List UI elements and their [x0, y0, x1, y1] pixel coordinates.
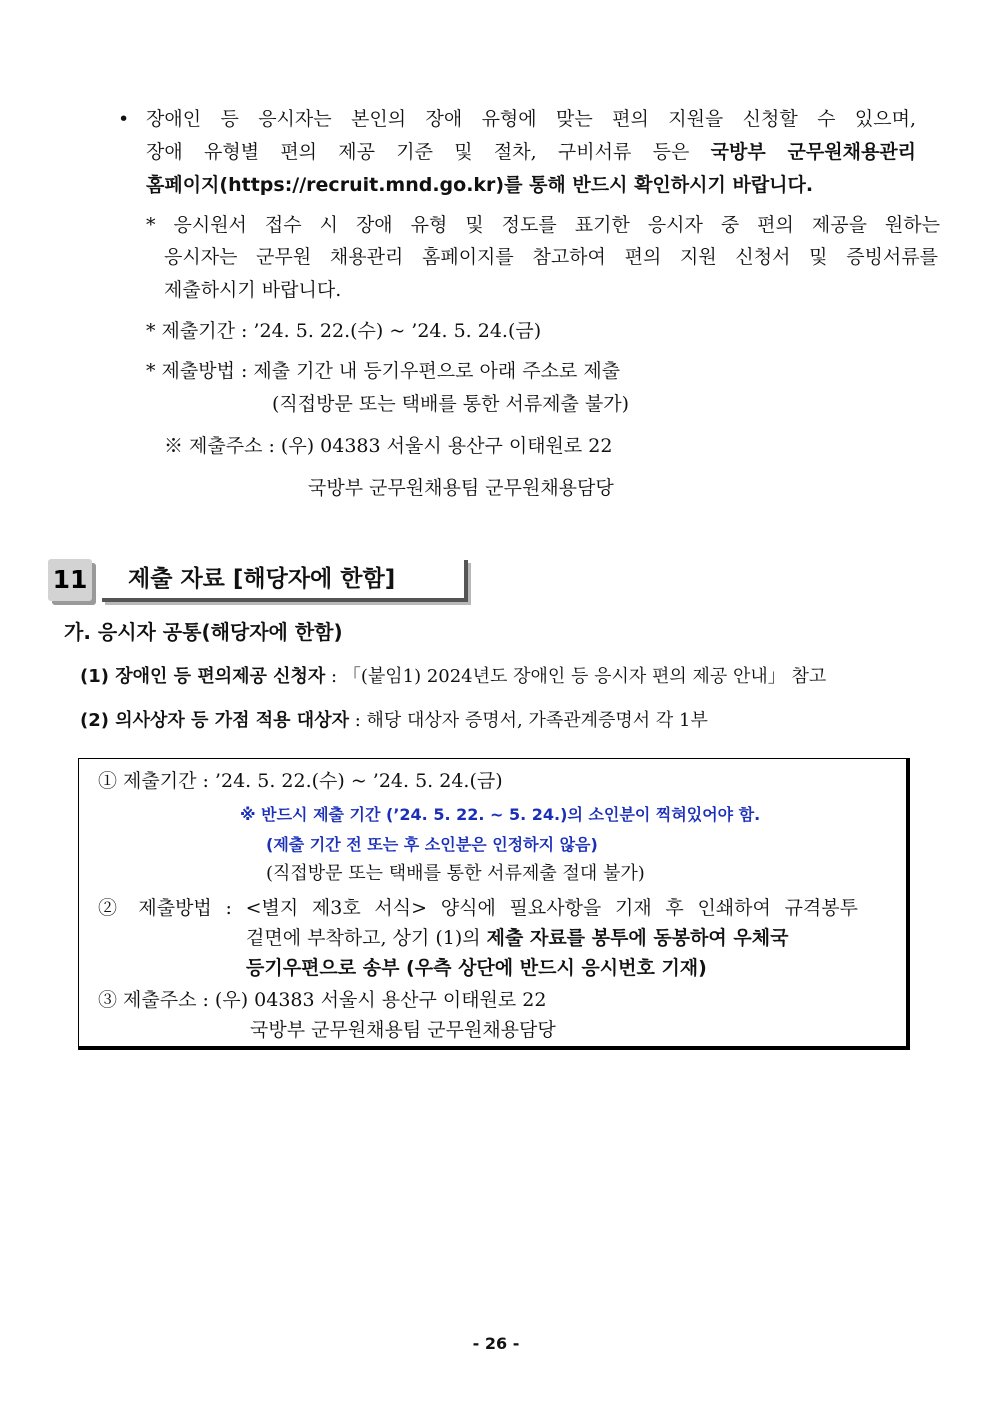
- box-address-line-2: 국방부 군무원채용팀 군무원채용담당: [250, 1019, 556, 1041]
- note-line-1: * 응시원서 접수 시 장애 유형 및 정도를 표기한 응시자 중 편의 제공을 원하는: [146, 214, 940, 236]
- item-1-label: (1) 장애인 등 편의제공 신청자: [80, 666, 326, 687]
- box-no-visit: (직접방문 또는 택배를 통한 서류제출 절대 불가): [266, 863, 645, 884]
- subsection-item-2: [80, 708, 708, 734]
- intro-address-line-2: 국방부 군무원채용팀 군무원채용담당: [308, 477, 614, 499]
- intro-line-2-bold: 국방부 군무원채용관리: [710, 141, 917, 163]
- box-method-line-2-bold: 제출 자료를 봉투에 동봉하여 우체국: [486, 927, 789, 949]
- box-method-line-3-bold: 등기우편으로 송부 (우측 상단에 반드시 응시번호 기재): [246, 957, 707, 979]
- bullet-dot: •: [118, 108, 130, 130]
- box-address-line-1: ③ 제출주소 : (우) 04383 서울시 용산구 이태원로 22: [98, 989, 547, 1011]
- item-2-text: : 해당 대상자 증명서, 가족관계증명서 각 1부: [348, 710, 708, 731]
- box-warning-line-2: (제출 기간 전 또는 후 소인분은 인정하지 않음): [266, 835, 598, 854]
- box-method-line-1: ② 제출방법 : <별지 제3호 서식> 양식에 필요사항을 기재 후 인쇄하여 규격봉투: [98, 897, 858, 919]
- section-title: 제출 자료 [해당자에 한함]: [128, 566, 396, 592]
- item-1-text: : 「(붙임1) 2024년도 장애인 등 응시자 편의 제공 안내」 참고: [325, 666, 827, 687]
- subsection-title: 가. 응시자 공통(해당자에 한함): [64, 620, 343, 644]
- box-method-line-2-normal: 겉면에 부착하고, 상기 (1)의: [246, 927, 487, 949]
- intro-line-2-normal: 장애 유형별 편의 제공 기준 및 절차, 구비서류 등은: [146, 141, 711, 163]
- note-line-3: 제출하시기 바랍니다.: [164, 279, 342, 301]
- intro-line-3-bold: 홈페이지(https://recruit.mnd.go.kr)를 통해 반드시 확인하시기 바랍니다.: [146, 174, 814, 196]
- intro-line-2: [146, 139, 916, 165]
- subsection-item-1: [80, 664, 826, 690]
- box-period: ① 제출기간 : ’24. 5. 22.(수) ~ ’24. 5. 24.(금): [98, 770, 503, 792]
- section-number-badge: 11: [48, 559, 92, 601]
- intro-period: * 제출기간 : ’24. 5. 22.(수) ~ ’24. 5. 24.(금): [146, 320, 542, 342]
- box-warning-line-1: ※ 반드시 제출 기간 (’24. 5. 22. ~ 5. 24.)의 소인분이 찍혀있어야 함.: [240, 805, 761, 824]
- box-method-line-2: [246, 925, 788, 951]
- intro-method-line-2: (직접방문 또는 택배를 통한 서류제출 불가): [272, 393, 630, 415]
- intro-line-1: 장애인 등 응시자는 본인의 장애 유형에 맞는 편의 지원을 신청할 수 있으며,: [146, 108, 916, 130]
- item-2-label: (2) 의사상자 등 가점 적용 대상자: [80, 710, 349, 731]
- page-number: - 26 -: [472, 1334, 520, 1353]
- intro-address-line-1: ※ 제출주소 : (우) 04383 서울시 용산구 이태원로 22: [164, 435, 613, 457]
- intro-method-line-1: * 제출방법 : 제출 기간 내 등기우편으로 아래 주소로 제출: [146, 360, 621, 382]
- note-line-2: 응시자는 군무원 채용관리 홈페이지를 참고하여 편의 지원 신청서 및 증빙서류를: [164, 246, 938, 268]
